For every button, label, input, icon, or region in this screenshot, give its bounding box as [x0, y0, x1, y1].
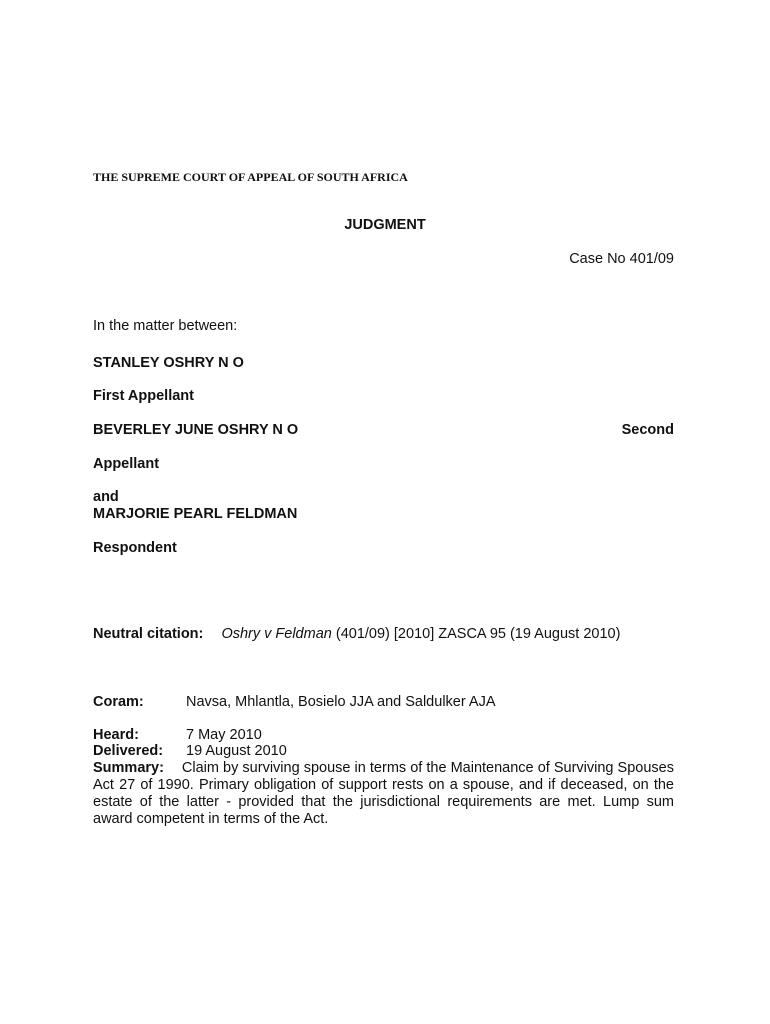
citation-reference: (401/09) [2010] ZASCA 95 (19 August 2010)	[331, 626, 621, 642]
summary-paragraph	[93, 760, 674, 828]
delivered-value: 19 August 2010	[186, 743, 287, 759]
first-appellant-role: First Appellant	[93, 388, 194, 404]
respondent-role: Respondent	[93, 540, 177, 556]
court-name: THE SUPREME COURT OF APPEAL OF SOUTH AFRICA	[93, 170, 408, 184]
delivered-label: Delivered:	[93, 743, 164, 759]
respondent-name: MARJORIE PEARL FELDMAN	[93, 506, 298, 522]
case-number: Case No 401/09	[569, 251, 674, 267]
neutral-citation	[93, 626, 620, 642]
coram-value: Navsa, Mhlantla, Bosielo JJA and Saldulker AJA	[186, 694, 496, 710]
and-connector: and	[93, 489, 119, 505]
second-appellant-role-first-part: Second	[621, 422, 674, 438]
document-title: JUDGMENT	[344, 217, 426, 233]
summary-text: Claim by surviving spouse in terms of the Maintenance of Surviving Spouses Act 27 of 1990. Primary obligation of support rests on a spouse, and if deceased, on the estate of the latter - provided that the jurisdictional requirements are met. Lump sum award competent in terms of the Act.	[93, 760, 674, 827]
citation-case-name: Oshry v Feldman	[221, 626, 332, 642]
matter-intro: In the matter between:	[93, 318, 238, 334]
summary-label: Summary:	[93, 760, 164, 776]
coram-label: Coram:	[93, 694, 144, 710]
heard-label: Heard:	[93, 727, 139, 743]
first-appellant-name: STANLEY OSHRY N O	[93, 355, 244, 371]
citation-label: Neutral citation:	[93, 626, 204, 642]
heard-value: 7 May 2010	[186, 727, 262, 743]
second-appellant-name: BEVERLEY JUNE OSHRY N O	[93, 422, 299, 438]
second-appellant-role-second-part: Appellant	[93, 456, 160, 472]
